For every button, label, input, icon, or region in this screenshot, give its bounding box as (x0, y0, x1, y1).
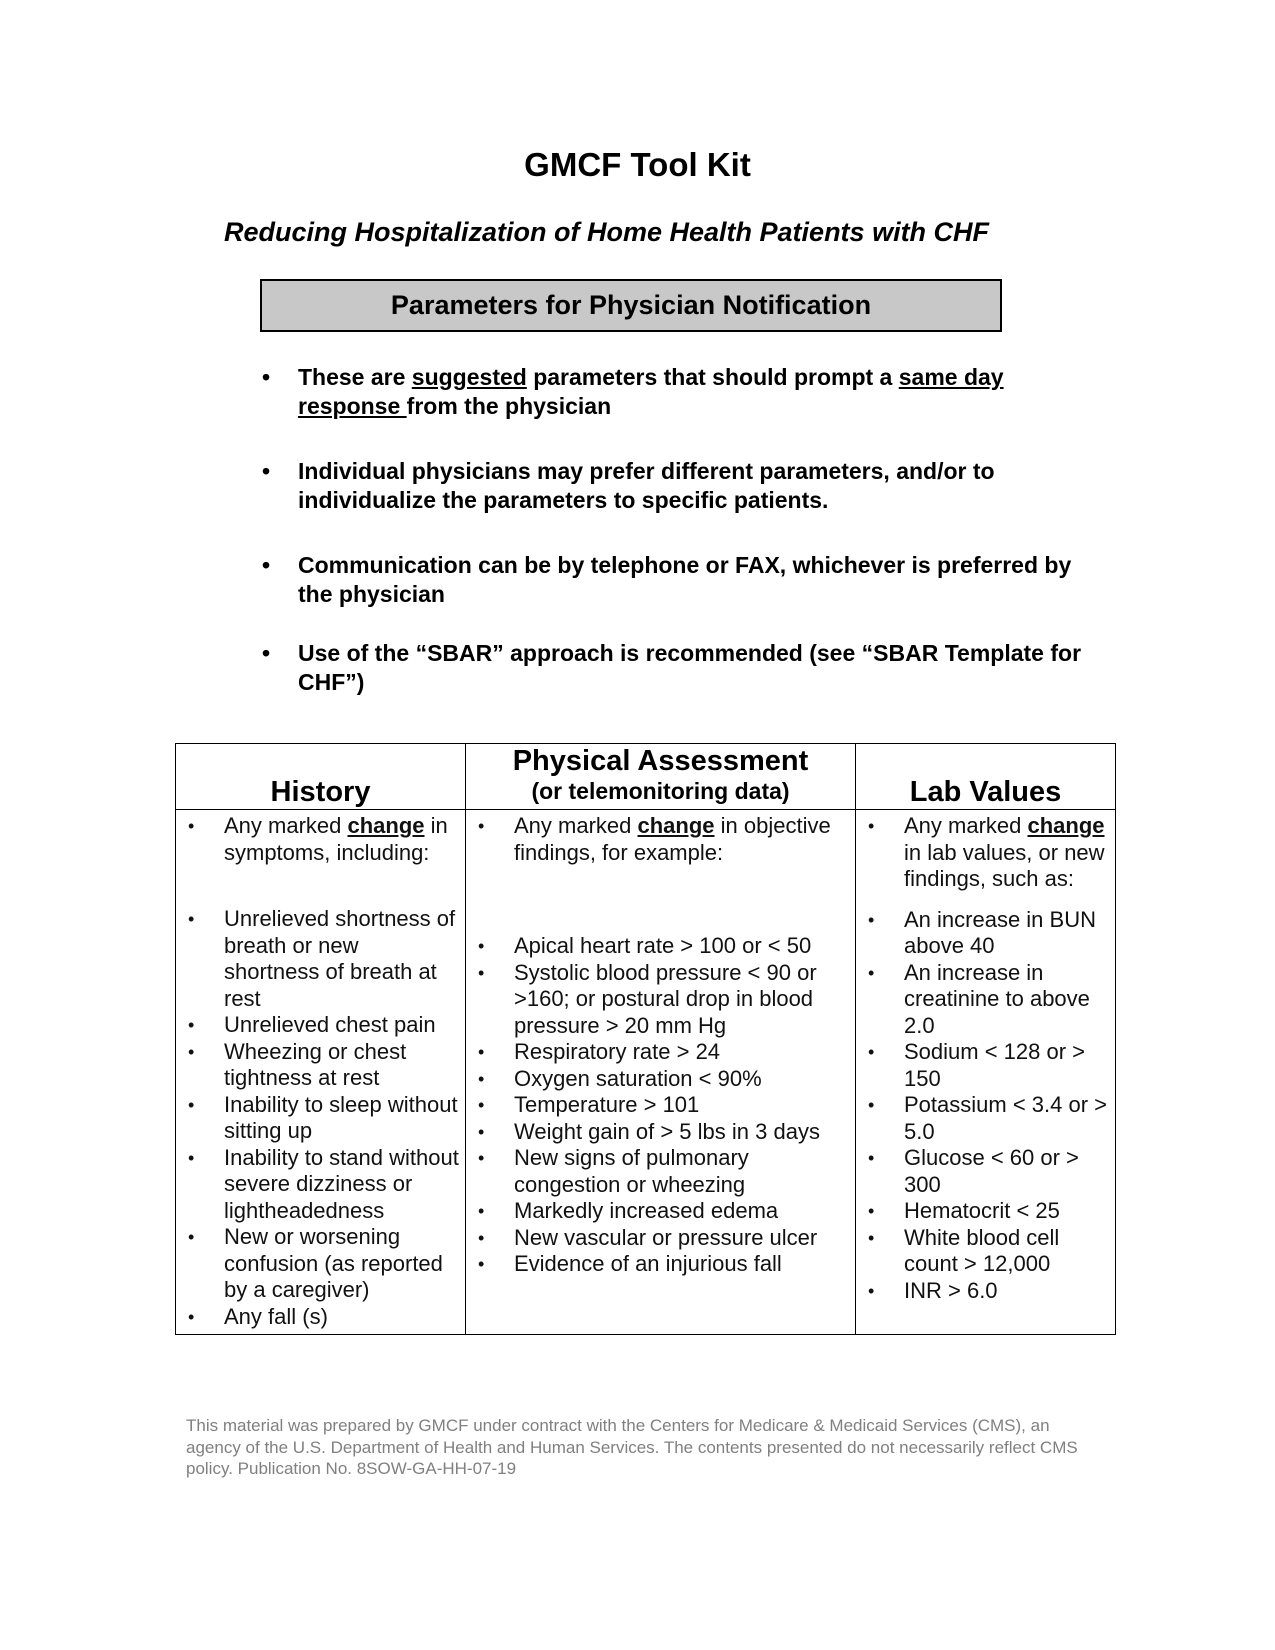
list-item: • An increase in creatinine to above 2.0 (868, 959, 1090, 1038)
list-item: • Unrelieved shortness of breath or new shortness of breath at rest (188, 906, 456, 1011)
bullet-icon: • (478, 1121, 485, 1142)
list-item: • Weight gain of > 5 lbs in 3 days (478, 1118, 820, 1144)
bullet-icon: • (188, 1306, 195, 1327)
physical-assessment-cell (466, 810, 856, 1335)
list-item: • Inability to sleep without sitting up (188, 1091, 458, 1143)
list-item: • Temperature > 101 (478, 1092, 700, 1117)
list-item: • New vascular or pressure ulcer (478, 1224, 818, 1250)
bullet-icon: • (478, 1042, 485, 1062)
disclaimer-footer: This material was prepared by GMCF under contract with the Centers for Medicare & Medicaid Services (CMS), an agency of the U.S. Department of Health and Human Services. The contents presented do not necessarily reflect CMS policy. Publication No. 8SOW-GA-HH-07-19 (186, 1416, 1078, 1478)
lab-values-list (856, 810, 1115, 1308)
column-header-lab-values: Lab Values (856, 744, 1116, 810)
column-header-history: History (176, 744, 466, 810)
bullet-icon: • (262, 364, 271, 390)
physical-assessment-list (466, 810, 855, 1282)
bullet-icon: • (478, 1095, 485, 1115)
lab-values-cell (856, 810, 1116, 1335)
bullet-icon: • (188, 816, 195, 836)
guidance-item: • Individual physicians may prefer different parameters, and/or to individualize the parameters to specific patients. (262, 458, 995, 513)
bullet-icon: • (262, 552, 271, 578)
list-item: • New or worsening confusion (as reported by a caregiver) (188, 1224, 443, 1302)
list-item: • INR > 6.0 (868, 1277, 998, 1303)
list-item: • Any marked change in symptoms, including: (188, 813, 448, 865)
list-item: • Oxygen saturation < 90% (478, 1065, 762, 1091)
list-item: • Any fall (s) (188, 1303, 328, 1329)
table-row (176, 810, 1116, 1335)
bullet-icon: • (188, 1015, 195, 1035)
bullet-icon: • (262, 640, 271, 666)
list-item: • White blood cell count > 12,000 (868, 1224, 1060, 1276)
table-header-row (176, 744, 1116, 810)
guidance-list (262, 363, 1082, 697)
list-item: • Evidence of an injurious fall (478, 1251, 782, 1276)
list-item: • Any marked change in objective findings, for example: (478, 813, 831, 865)
bullet-icon: • (478, 816, 485, 836)
guidance-item: • Use of the “SBAR” approach is recommended (see “SBAR Template for CHF”) (262, 640, 1082, 695)
list-item: • Respiratory rate > 24 (478, 1039, 721, 1064)
column-header-physical-assessment: Physical Assessment (or telemonitoring data) (466, 744, 856, 810)
section-banner (260, 279, 1002, 332)
bullet-icon: • (188, 1227, 195, 1247)
bullet-icon: • (478, 1201, 485, 1221)
bullet-icon: • (478, 1068, 485, 1089)
bullet-icon: • (868, 816, 875, 836)
document-title: GMCF Tool Kit (524, 146, 751, 183)
guidance-item: • These are suggested parameters that should prompt a same day response from the physician (262, 364, 1004, 419)
list-item: • Markedly increased edema (478, 1198, 779, 1223)
list-item: • New signs of pulmonary congestion or wheezing (478, 1145, 749, 1197)
list-item: • Systolic blood pressure < 90 or >160; or postural drop in blood pressure > 20 mm Hg (478, 959, 817, 1038)
bullet-icon: • (868, 909, 875, 930)
bullet-icon: • (868, 962, 875, 983)
bullet-icon: • (868, 1280, 875, 1301)
list-item: • Any marked change in lab values, or new findings, such as: (868, 813, 1105, 891)
bullet-icon: • (478, 1254, 485, 1274)
section-banner-title: Parameters for Physician Notification (390, 290, 872, 320)
bullet-icon: • (478, 936, 485, 956)
bullet-icon: • (478, 962, 485, 983)
list-item: • Wheezing or chest tightness at rest (188, 1038, 407, 1090)
list-item: • Hematocrit < 25 (868, 1198, 1060, 1223)
list-item: • Inability to stand without severe dizziness or lightheadedness (188, 1144, 459, 1223)
bullet-icon: • (188, 909, 195, 929)
bullet-icon: • (868, 1227, 875, 1248)
bullet-icon: • (868, 1201, 875, 1221)
document-subtitle: Reducing Hospitalization of Home Health Patients with CHF (224, 217, 990, 247)
history-list (176, 810, 465, 1334)
guidance-item: • Communication can be by telephone or FAX, whichever is preferred by the physician (262, 552, 1072, 607)
bullet-icon: • (262, 458, 271, 484)
bullet-icon: • (868, 1148, 875, 1168)
bullet-icon: • (188, 1094, 195, 1115)
list-item: • Glucose < 60 or > 300 (868, 1145, 1079, 1197)
notification-parameters-table (175, 743, 1116, 1335)
history-cell (176, 810, 466, 1335)
bullet-icon: • (188, 1147, 195, 1168)
list-item: • Apical heart rate > 100 or < 50 (478, 933, 812, 958)
list-item: • An increase in BUN above 40 (868, 906, 1096, 958)
bullet-icon: • (868, 1042, 875, 1062)
list-item: • Potassium < 3.4 or > 5.0 (868, 1092, 1107, 1144)
list-item: • Unrelieved chest pain (188, 1012, 436, 1037)
bullet-icon: • (188, 1041, 195, 1062)
bullet-icon: • (868, 1095, 875, 1115)
list-item: • Sodium < 128 or > 150 (868, 1039, 1086, 1091)
bullet-icon: • (478, 1148, 485, 1168)
bullet-icon: • (478, 1227, 485, 1248)
